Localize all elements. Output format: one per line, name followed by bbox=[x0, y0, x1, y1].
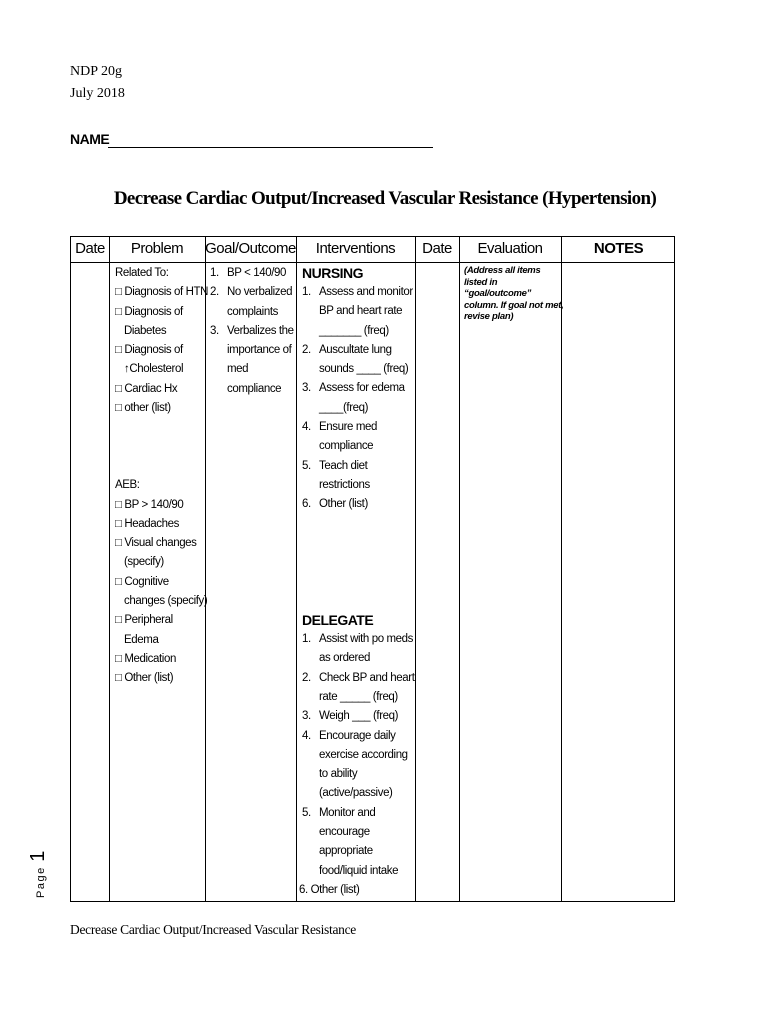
intervention-item: 6. Other (list) bbox=[302, 498, 368, 511]
column-divider bbox=[296, 237, 297, 901]
goal-item-line: importance of bbox=[227, 344, 292, 357]
intervention-item-line: ____(freq) bbox=[319, 401, 369, 414]
intervention-item-line: _______ (freq) bbox=[319, 324, 389, 337]
problem-item: □ Medication bbox=[115, 652, 176, 665]
related-to-label: Related To: bbox=[115, 267, 169, 279]
page-label: Page bbox=[35, 866, 47, 898]
intervention-item-line: food/liquid intake bbox=[319, 864, 399, 877]
intervention-item-line: restrictions bbox=[319, 478, 370, 491]
column-header-date: Date bbox=[75, 240, 105, 257]
page-number: 1 bbox=[27, 850, 49, 862]
intervention-item-line: as ordered bbox=[319, 652, 370, 665]
goal-item: 1. BP < 140/90 bbox=[210, 267, 287, 279]
problem-item: changes (specify) bbox=[124, 595, 208, 608]
page-title: Decrease Cardiac Output/Increased Vascular Resistance (Hypertension) bbox=[113, 188, 657, 209]
problem-item: Edema bbox=[124, 633, 159, 646]
nursing-list bbox=[302, 283, 415, 515]
nursing-heading: NURSING bbox=[302, 265, 364, 281]
page-number-label bbox=[27, 851, 50, 898]
header-row-divider bbox=[71, 262, 674, 263]
intervention-item: 1. Assess and monitor bbox=[302, 286, 413, 298]
problem-item: □ Cognitive bbox=[115, 575, 169, 588]
problem-item: □ Cardiac Hx bbox=[115, 382, 178, 395]
column-header-goal-outcome: Goal/Outcome bbox=[205, 240, 296, 257]
goal-item-line: complaints bbox=[227, 305, 278, 318]
goal-item-line: med bbox=[227, 363, 249, 376]
intervention-item: 2. Check BP and heart bbox=[302, 671, 415, 684]
aeb-label: AEB: bbox=[115, 479, 140, 492]
name-row bbox=[70, 131, 109, 149]
column-divider bbox=[415, 237, 416, 901]
intervention-item-line: (active/passive) bbox=[319, 787, 393, 800]
intervention-item-line: rate _____ (freq) bbox=[319, 690, 398, 703]
goal-item-line: compliance bbox=[227, 382, 282, 395]
goal-item: 2. No verbalized bbox=[210, 286, 293, 299]
delegate-heading: DELEGATE bbox=[302, 612, 374, 629]
problem-item: □ other (list) bbox=[115, 402, 171, 415]
intervention-item-line: encourage bbox=[319, 826, 370, 839]
column-header-notes: NOTES bbox=[593, 240, 644, 257]
problem-item: (specify) bbox=[124, 556, 164, 569]
intervention-item-line: appropriate bbox=[319, 845, 373, 858]
intervention-item: 4. Encourage daily bbox=[302, 729, 396, 742]
problem-cell bbox=[115, 264, 208, 689]
column-divider bbox=[459, 237, 460, 901]
delegate-list bbox=[302, 630, 415, 881]
problem-item: Diabetes bbox=[124, 324, 167, 337]
problem-item: ↑Cholesterol bbox=[124, 363, 184, 376]
intervention-item: 2. Auscultate lung bbox=[302, 343, 392, 356]
problem-item: □ Visual changes bbox=[115, 537, 197, 550]
intervention-item-line: to ability bbox=[319, 768, 358, 781]
column-header-interventions: Interventions bbox=[315, 240, 396, 257]
intervention-item: 5. Monitor and bbox=[302, 806, 376, 819]
problem-item: □ Diagnosis of bbox=[115, 344, 183, 357]
column-header-problem: Problem bbox=[130, 240, 184, 257]
column-header-evaluation: Evaluation bbox=[477, 240, 543, 257]
intervention-item-line: exercise according bbox=[319, 748, 408, 761]
delegate-other-item: 6. Other (list) bbox=[299, 883, 360, 896]
page-footer: Decrease Cardiac Output/Increased Vascular Resistance bbox=[70, 922, 356, 937]
document-code: NDP 20g bbox=[70, 64, 122, 79]
column-header-date-2: Date bbox=[422, 240, 452, 257]
intervention-item: 1. Assist with po meds bbox=[302, 633, 414, 646]
care-plan-table bbox=[70, 236, 675, 902]
name-blank-line[interactable] bbox=[108, 147, 433, 148]
problem-item: □ Diagnosis of HTN bbox=[115, 286, 209, 299]
problem-item: □ Headaches bbox=[115, 517, 179, 530]
goal-outcome-cell bbox=[210, 264, 294, 399]
column-divider bbox=[109, 237, 110, 901]
document-date: July 2018 bbox=[70, 86, 125, 101]
interventions-cell bbox=[299, 264, 415, 900]
name-label: NAME bbox=[70, 131, 110, 147]
intervention-item-line: BP and heart rate bbox=[319, 305, 403, 318]
intervention-item: 3. Assess for edema bbox=[302, 382, 405, 395]
intervention-item: 3. Weigh ___ (freq) bbox=[302, 710, 399, 723]
intervention-item-line: compliance bbox=[319, 440, 374, 453]
problem-item: □ Other (list) bbox=[115, 672, 174, 685]
intervention-item-line: sounds ____ (freq) bbox=[319, 363, 409, 376]
goal-item: 3. Verbalizes the bbox=[210, 324, 294, 337]
intervention-item: 4. Ensure med bbox=[302, 421, 378, 434]
column-divider bbox=[561, 237, 562, 901]
problem-item: □ BP > 140/90 bbox=[115, 498, 184, 511]
problem-item: □ Diagnosis of bbox=[115, 305, 183, 318]
evaluation-instructions: (Address all items listed in “goal/outcome” column. If goal not met, revise plan) bbox=[464, 265, 564, 322]
problem-item: □ Peripheral bbox=[115, 614, 173, 627]
intervention-item: 5. Teach diet bbox=[302, 459, 368, 472]
